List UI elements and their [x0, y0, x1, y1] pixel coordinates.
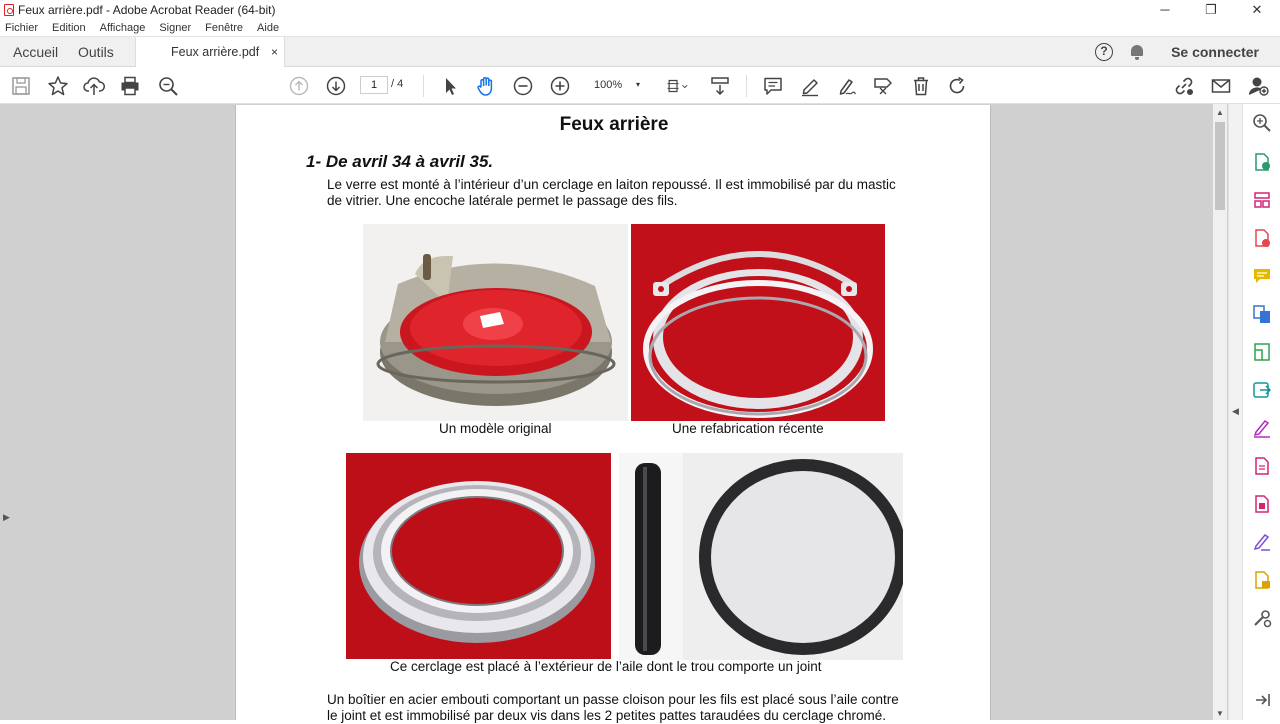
- page-total: / 4: [391, 78, 404, 90]
- caption-ring-gasket: Ce cerclage est placé à l’extérieur de l’aile dont le trou comporte un joint: [390, 659, 822, 674]
- minimize-button[interactable]: ─: [1160, 2, 1170, 17]
- vertical-scrollbar[interactable]: [1213, 104, 1227, 720]
- page-up-icon[interactable]: [287, 74, 311, 98]
- combine-files-icon[interactable]: [1252, 304, 1272, 324]
- paragraph-line: Un boîtier en acier embouti comportant un passe cloison pour les fils est placé sous l’aile contre: [327, 692, 899, 707]
- close-tab-icon[interactable]: ×: [270, 45, 278, 59]
- upload-cloud-icon[interactable]: [82, 74, 106, 98]
- delete-icon[interactable]: [909, 74, 933, 98]
- zoom-out-icon[interactable]: [511, 74, 535, 98]
- protect-icon[interactable]: [1252, 456, 1272, 476]
- zoom-level-select[interactable]: [586, 76, 646, 94]
- menu-fenetre[interactable]: Fenêtre: [205, 22, 244, 34]
- menu-affichage[interactable]: Affichage: [99, 22, 146, 34]
- pdf-file-icon: [4, 4, 14, 16]
- prepare-form-icon[interactable]: [1252, 570, 1272, 590]
- window-title: Feux arrière.pdf - Adobe Acrobat Reader (64-bit): [18, 3, 276, 17]
- main-toolbar: [0, 67, 1280, 104]
- tab-accueil[interactable]: Accueil: [13, 44, 59, 60]
- bookmark-star-icon[interactable]: [46, 74, 70, 98]
- menu-aide[interactable]: Aide: [257, 22, 280, 34]
- zoom-in-icon[interactable]: [548, 74, 572, 98]
- paragraph-line: Le verre est monté à l’intérieur d’un cerclage en laiton repoussé. Il est immobilisé par du mastic: [327, 177, 896, 192]
- rotate-icon[interactable]: [945, 74, 969, 98]
- menu-bar: [0, 20, 1280, 36]
- fit-page-icon[interactable]: [662, 74, 692, 98]
- caption-original-model: Un modèle original: [439, 421, 552, 436]
- send-for-review-icon[interactable]: [1252, 380, 1272, 400]
- caption-recent-refabrication: Une refabrication récente: [672, 421, 824, 436]
- add-user-icon[interactable]: [1246, 74, 1270, 98]
- pdf-page[interactable]: [235, 105, 991, 723]
- comment-icon[interactable]: [761, 74, 785, 98]
- email-icon[interactable]: [1209, 74, 1233, 98]
- tab-outils[interactable]: Outils: [78, 44, 114, 60]
- export-pdf-icon[interactable]: [1252, 152, 1272, 172]
- compress-icon[interactable]: [1252, 494, 1272, 514]
- menu-edition[interactable]: Edition: [52, 22, 86, 34]
- share-link-icon[interactable]: [1172, 74, 1196, 98]
- sign-icon[interactable]: [834, 74, 858, 98]
- right-panel-toggle[interactable]: [1228, 104, 1242, 720]
- photo-rubber-gasket: [619, 453, 903, 660]
- comment-panel-icon[interactable]: [1252, 266, 1272, 286]
- stamp-icon[interactable]: [871, 74, 895, 98]
- page-number-input[interactable]: 1: [360, 76, 388, 94]
- organize-pages-icon[interactable]: [1252, 190, 1272, 210]
- fill-sign-icon[interactable]: [1252, 418, 1272, 438]
- section-heading: 1- De avril 34 à avril 35.: [306, 152, 494, 171]
- select-arrow-icon[interactable]: [438, 74, 462, 98]
- request-signature-icon[interactable]: [1252, 532, 1272, 552]
- window-controls: [1142, 0, 1280, 20]
- page-down-icon[interactable]: [324, 74, 348, 98]
- menu-signer[interactable]: Signer: [159, 22, 192, 34]
- paragraph-line: le joint et est immobilisé par deux vis dans les 2 petites pattes taraudées du cerclage chromé.: [327, 708, 887, 723]
- print-icon[interactable]: [118, 74, 142, 98]
- paragraph-line: de vitrier. Une encoche latérale permet le passage des fils.: [327, 193, 678, 208]
- tab-bar: [0, 36, 1280, 67]
- toolbar-divider: [746, 75, 747, 97]
- zoom-level-value: 100%: [594, 79, 623, 91]
- help-icon[interactable]: ?: [1095, 43, 1113, 61]
- tools-pane: [1242, 104, 1280, 720]
- highlight-pen-icon[interactable]: [798, 74, 822, 98]
- notification-bell-icon[interactable]: [1130, 45, 1144, 60]
- tab-document-label: Feux arrière.pdf: [171, 45, 260, 59]
- maximize-button[interactable]: ❐: [1205, 2, 1217, 17]
- photo-chrome-ring: [346, 453, 611, 659]
- scroll-down-icon[interactable]: ▼: [1216, 709, 1224, 718]
- title-bar: [0, 0, 1280, 20]
- tab-document[interactable]: [135, 37, 285, 68]
- close-window-button[interactable]: ✕: [1251, 2, 1263, 17]
- create-pdf-icon[interactable]: [1252, 228, 1272, 248]
- toolbar-divider: [423, 75, 424, 97]
- edit-pdf-icon[interactable]: [1252, 342, 1272, 362]
- save-icon[interactable]: [9, 74, 33, 98]
- zoom-magnifier-icon[interactable]: [1252, 113, 1272, 133]
- scroll-up-icon[interactable]: ▲: [1216, 108, 1224, 117]
- photo-recent-refabrication: [631, 224, 885, 421]
- collapse-panel-icon[interactable]: [1252, 690, 1272, 710]
- scrollbar-thumb[interactable]: [1215, 122, 1225, 210]
- scroll-mode-icon[interactable]: [708, 74, 732, 98]
- search-zoom-icon[interactable]: [156, 74, 180, 98]
- photo-original-model: [363, 224, 628, 421]
- sign-in-button[interactable]: Se connecter: [1171, 44, 1259, 60]
- chevron-down-icon: ▾: [635, 80, 640, 89]
- hand-tool-icon[interactable]: [474, 74, 498, 98]
- more-tools-icon[interactable]: [1252, 608, 1272, 628]
- document-title: Feux arrière: [559, 114, 669, 135]
- menu-fichier[interactable]: Fichier: [5, 22, 39, 34]
- collapse-arrow-icon[interactable]: ◀: [1232, 406, 1239, 416]
- left-panel-toggle-icon[interactable]: ▶: [3, 512, 10, 522]
